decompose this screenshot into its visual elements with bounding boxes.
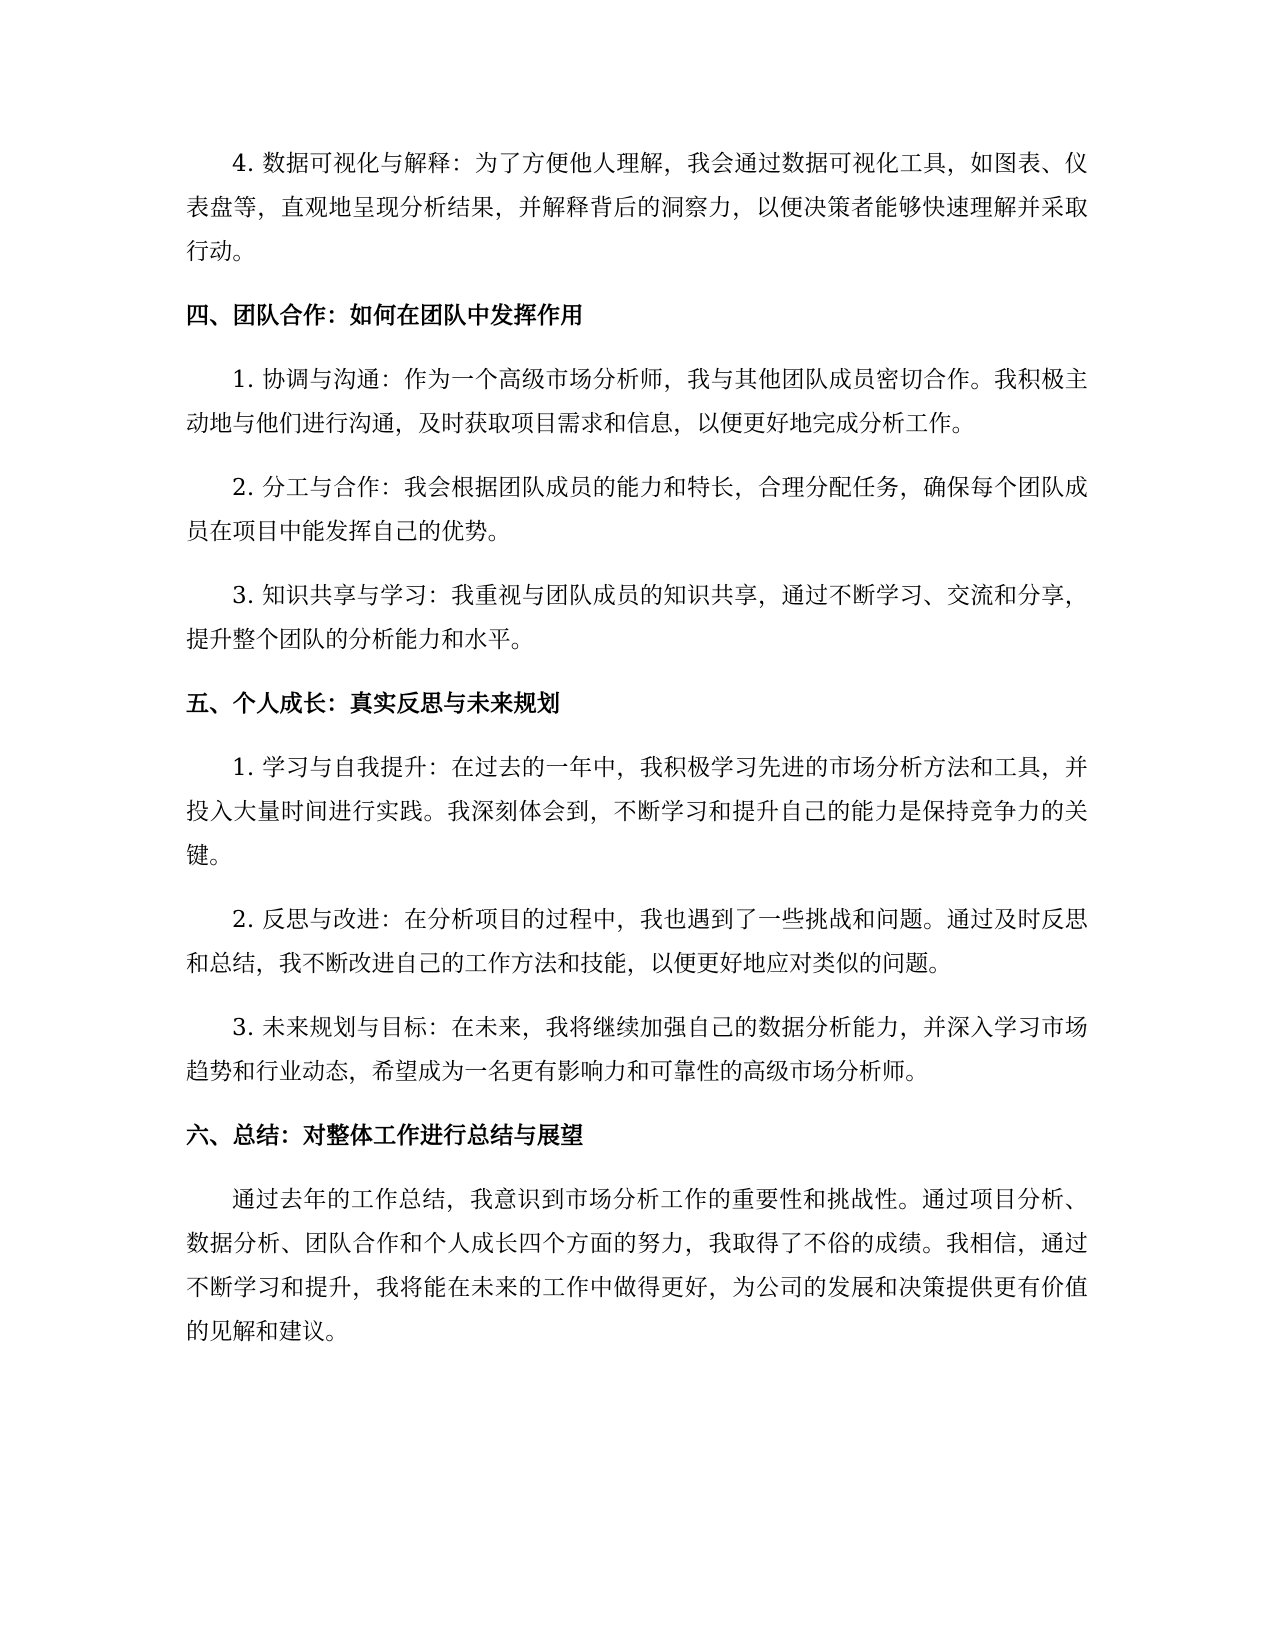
- para-knowledge-sharing: 3. 知识共享与学习：我重视与团队成员的知识共享，通过不断学习、交流和分享，提升整个团队的分析能力和水平。: [186, 583, 1088, 653]
- para-future-plan: 3. 未来规划与目标：在未来，我将继续加强自己的数据分析能力，并深入学习市场趋势和行业动态，希望成为一名更有影响力和可靠性的高级市场分析师。: [186, 1015, 1088, 1085]
- para-self-improvement: 1. 学习与自我提升：在过去的一年中，我积极学习先进的市场分析方法和工具，并投入大量时间进行实践。我深刻体会到，不断学习和提升自己的能力是保持竞争力的关键。: [186, 755, 1088, 869]
- para-reflection: 2. 反思与改进：在分析项目的过程中，我也遇到了一些挑战和问题。通过及时反思和总结，我不断改进自己的工作方法和技能，以便更好地应对类似的问题。: [186, 907, 1088, 977]
- para-summary: 通过去年的工作总结，我意识到市场分析工作的重要性和挑战性。通过项目分析、数据分析、团队合作和个人成长四个方面的努力，我取得了不俗的成绩。我相信，通过不断学习和提升，我将能在未来的工作中做得更好，为公司的发展和决策提供更有价值的见解和建议。: [186, 1187, 1088, 1345]
- heading-summary: 六、总结：对整体工作进行总结与展望: [186, 1123, 584, 1149]
- heading-personal-growth: 五、个人成长：真实反思与未来规划: [186, 691, 561, 717]
- para-data-visualization: 4. 数据可视化与解释：为了方便他人理解，我会通过数据可视化工具，如图表、仪表盘等，直观地呈现分析结果，并解释背后的洞察力，以便决策者能够快速理解并采取行动。: [186, 151, 1088, 265]
- heading-teamwork: 四、团队合作：如何在团队中发挥作用: [186, 303, 584, 329]
- para-division-of-labor: 2. 分工与合作：我会根据团队成员的能力和特长，合理分配任务，确保每个团队成员在项目中能发挥自己的优势。: [186, 475, 1088, 545]
- para-coordination: 1. 协调与沟通：作为一个高级市场分析师，我与其他团队成员密切合作。我积极主动地与他们进行沟通，及时获取项目需求和信息，以便更好地完成分析工作。: [186, 367, 1088, 437]
- document-body: [186, 142, 1088, 1374]
